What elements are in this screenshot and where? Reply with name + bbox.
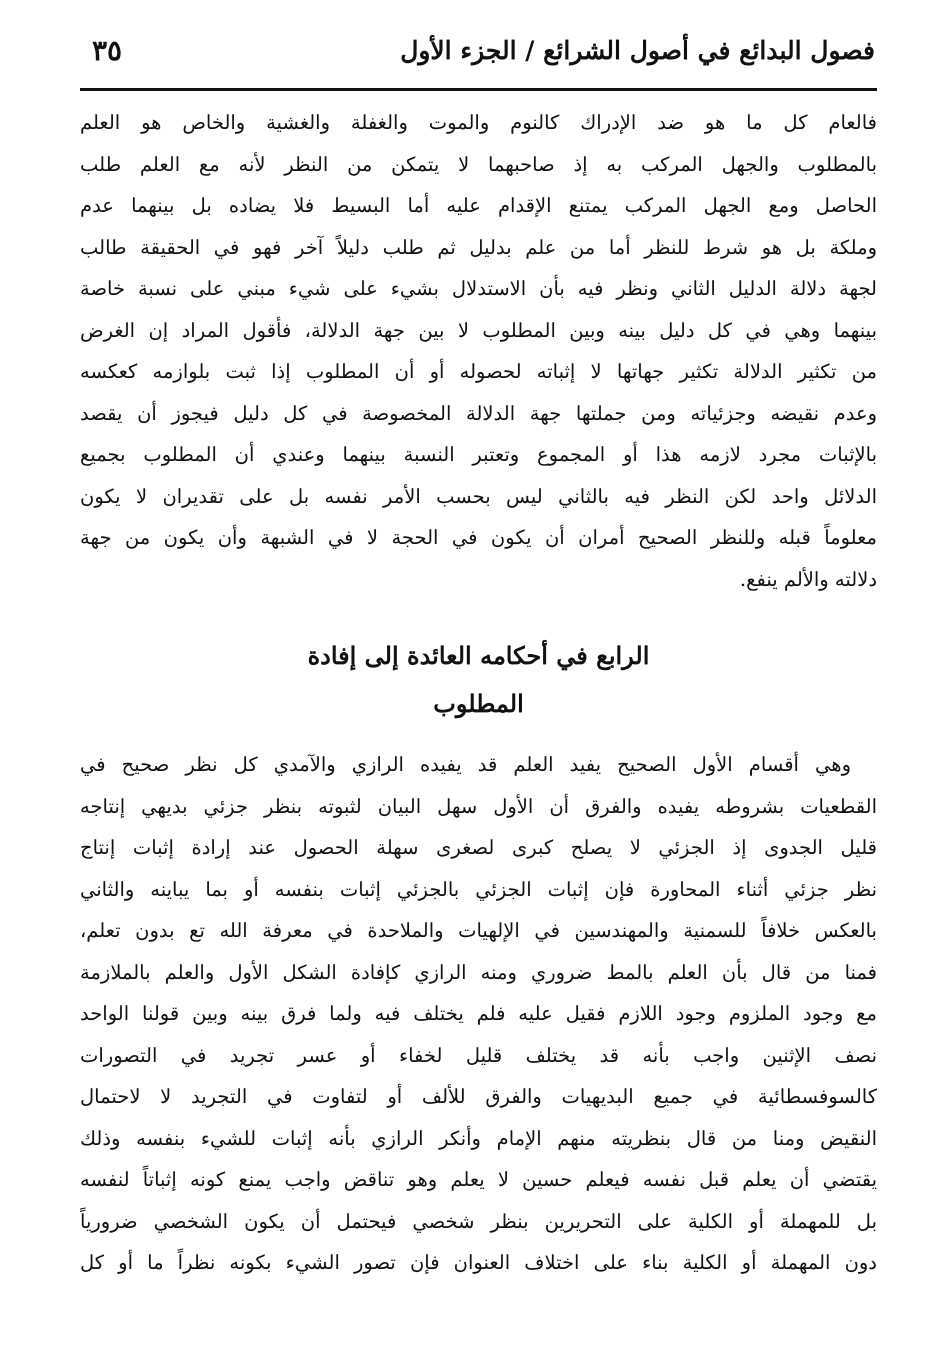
- text-line: يقتضي أن يعلم قبل نفسه فيعلم حسين لا يعلم وهو تناقض واجب يمنع كونه إثباتاً لنفسه: [80, 1168, 877, 1191]
- text-line: الحاصل ومع الجهل المركب يمتنع الإقدام عليه أما البسيط فلا يضاده بل بينهما عدم: [80, 194, 877, 217]
- text-line: نظر جزئي أثناء المحاورة فإن إثبات الجزئي بالجزئي إثبات بنفسه أو بما يباينه والثاني: [80, 877, 877, 901]
- text-line: الدلائل واحد لكن النظر فيه بالثاني ليس بحسب الأمر نفسه بل على تقديران لا يكون: [80, 484, 877, 508]
- text-line: فمنا من قال بأن العلم بالمط ضروري ومنه الرازي كإفادة الشكل الأول والعلم بالملازمة: [80, 960, 877, 984]
- text-line: من تكثير الدلالة تكثير جهاتها لا إثباته لحصوله أو أن المطلوب إذا ثبت بلوازمه كعكسه: [80, 360, 877, 383]
- paragraph-2: [80, 744, 877, 1284]
- text-line: القطعيات بشروطه يفيده والفرق أن الأول سهل البيان لثبوته بنظر جزئي بديهي إنتاجه: [80, 794, 877, 818]
- text-line: بالإثبات مجرد لازمه هذا أو المجموع وتعتبر النسبة بينهما وعندي أن المطلوب بجميع: [80, 443, 877, 466]
- text-line: دلالته والألم ينفع.: [739, 567, 877, 591]
- heading-line: المطلوب: [433, 689, 524, 718]
- text-line: كالسوفسطائية في جميع البديهيات والفرق للألف أو لتفاوت في التجريد لا لاحتمال: [80, 1085, 877, 1108]
- text-line: قليل الجدوى إذ الجزئي لا يصلح كبرى لصغرى سهلة الحصول عند إرادة إثبات إنتاج: [80, 836, 877, 859]
- text-line: نصف الإثنين واجب بأنه قد يختلف قليل لخفاء أو عسر تجريد في التصورات: [80, 1043, 877, 1067]
- text-line: وهي أقسام الأول الصحيح يفيد العلم قد يفيده الرازي والآمدي كل نظر صحيح في: [80, 753, 851, 776]
- text-line: مع وجود الملزوم وجود اللازم فقيل عليه فلم يختلف فيه ولما فرق بينه وبين قولنا الواحد: [80, 1002, 877, 1025]
- section-heading: [80, 632, 877, 728]
- text-line: دون المهملة أو الكلية بناء على اختلاف العنوان فإن تصور الشيء بكونه نظراً ما أو كل: [80, 1251, 877, 1274]
- paragraph-1: [80, 102, 877, 600]
- text-line: وعدم نقيضه وجزئياته ومن جملتها جهة الدلالة المخصوصة في كل دليل فيجوز أن يقصد: [80, 401, 877, 425]
- book-title: فصول البدائع في أصول الشرائع / الجزء الأول: [400, 36, 875, 65]
- heading-line: الرابع في أحكامه العائدة إلى إفادة: [307, 641, 650, 670]
- text-line: وملكة بل هو شرط للنظر أما من علم بدليل ثم طلب دليلاً آخر فهو في الحقيقة طالب: [80, 235, 877, 259]
- header-divider: [80, 88, 877, 91]
- text-line: بالعكس خلافاً للسمنية والمهندسين في الإلهيات والملاحدة في معرفة الله تع بدون تعلم،: [80, 919, 877, 942]
- page-number: ٣٥: [92, 34, 123, 67]
- text-line: بالمطلوب والجهل المركب به إذ صاحبهما لا يتمكن من النظر لأنه مع العلم طلب: [80, 152, 877, 176]
- text-line: فالعام كل ما هو ضد الإدراك كالنوم والموت والغفلة والغشية والخاص هو العلم: [80, 111, 877, 134]
- text-line: النقيض ومنا من قال بنظريته منهم الإمام وأنكر الرازي بأنه إثبات للشيء بنفسه وذلك: [80, 1126, 877, 1150]
- page-header: [80, 30, 875, 88]
- text-line: لجهة دلالة الدليل الثاني ونظر فيه بأن الاستدلال بشيء على شيء مبني على نسبة خاصة: [80, 277, 877, 300]
- text-line: معلوماً قبله وللنظر الصحيح أمران أن يكون في الحجة لا في الشبهة وأن يكون من جهة: [80, 526, 877, 549]
- text-line: بينهما وهي في كل دليل بينه وبين المطلوب لا بين جهة الدلالة، فأقول المراد إن الغرض: [80, 318, 877, 342]
- text-line: بل للمهملة أو الكلية على التحريرين بنظر شخصي فيحتمل أن يكون الشخصي ضرورياً: [80, 1209, 877, 1233]
